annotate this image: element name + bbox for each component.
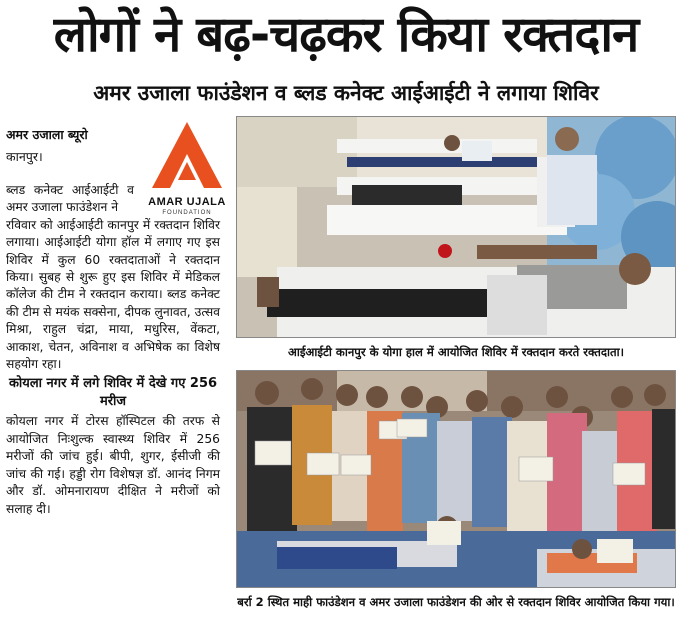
- paragraph-intro-narrow: ब्लड कनेक्ट आईआईटी व अमर उजाला फाउंडेशन ने: [6, 183, 134, 215]
- section-subhead: कोयला नगर में लगे शिविर में देखे गए 256 मरीज: [8, 376, 218, 410]
- amar-ujala-foundation-logo: [144, 118, 230, 222]
- article-body: [6, 182, 220, 518]
- subheadline: अमर उजाला फाउंडेशन व ब्लड कनेक्ट आईआईटी ने लगाया शिविर: [93, 81, 599, 105]
- photo-certificate-group: [236, 370, 676, 588]
- byline: अमर उजाला ब्यूरो: [6, 127, 88, 142]
- photo-blood-donation-hall: [236, 116, 676, 338]
- dateline: कानपुर।: [6, 149, 43, 164]
- paragraph-second: कोयला नगर में टोरस हॉस्पिटल की तरफ से आयोजित निःशुल्क स्वास्थ्य शिविर में 256 मरीजों की जांच हुई। बीपी, शुगर, ईसीजी की जांच की गई। हड्डी रोग विशेषज्ञ डॉ. आनंद निगम और डॉ. ओमनारायण दीक्षित ने मरीजों को सलाह दी।: [6, 414, 220, 516]
- photo-caption-1: आईआईटी कानपुर के योगा हाल में आयोजित शिविर में रक्तदान करते रक्तदाता।: [287, 345, 625, 359]
- amar-ujala-logo-subtext: FOUNDATION: [162, 210, 212, 216]
- amar-ujala-logo-text: AMAR UJALA: [148, 196, 226, 208]
- photo-caption-2: बर्रा 2 स्थित माही फाउंडेशन व अमर उजाला फाउंडेशन की ओर से रक्तदान शिविर आयोजित किया गया।: [237, 595, 675, 609]
- amar-ujala-logo-icon: [144, 118, 230, 196]
- headline: लोगों ने बढ़-चढ़कर किया रक्तदान: [53, 6, 639, 63]
- paragraph-intro: रविवार को आईआईटी कानपुर में रक्तदान शिविर लगाया। आईआईटी योगा हॉल में लगाए गए इस शिविर में कुल 60 रक्तदाताओं ने रक्तदान किया। सुबह से शुरू हुए इस शिविर में मेडिकल कॉलेज की टीम ने रक्तदान कराया। ब्लड कनेक्ट की टीम से मयंक सक्सेना, दीपक लुनावत, उत्सव मिश्रा, राहुल चंद्रा, माया, मधुरिस, वेंकटा, आकाश, चेतन, अविनाश व अभिषेक का विशेष सहयोग रहा।: [6, 217, 220, 372]
